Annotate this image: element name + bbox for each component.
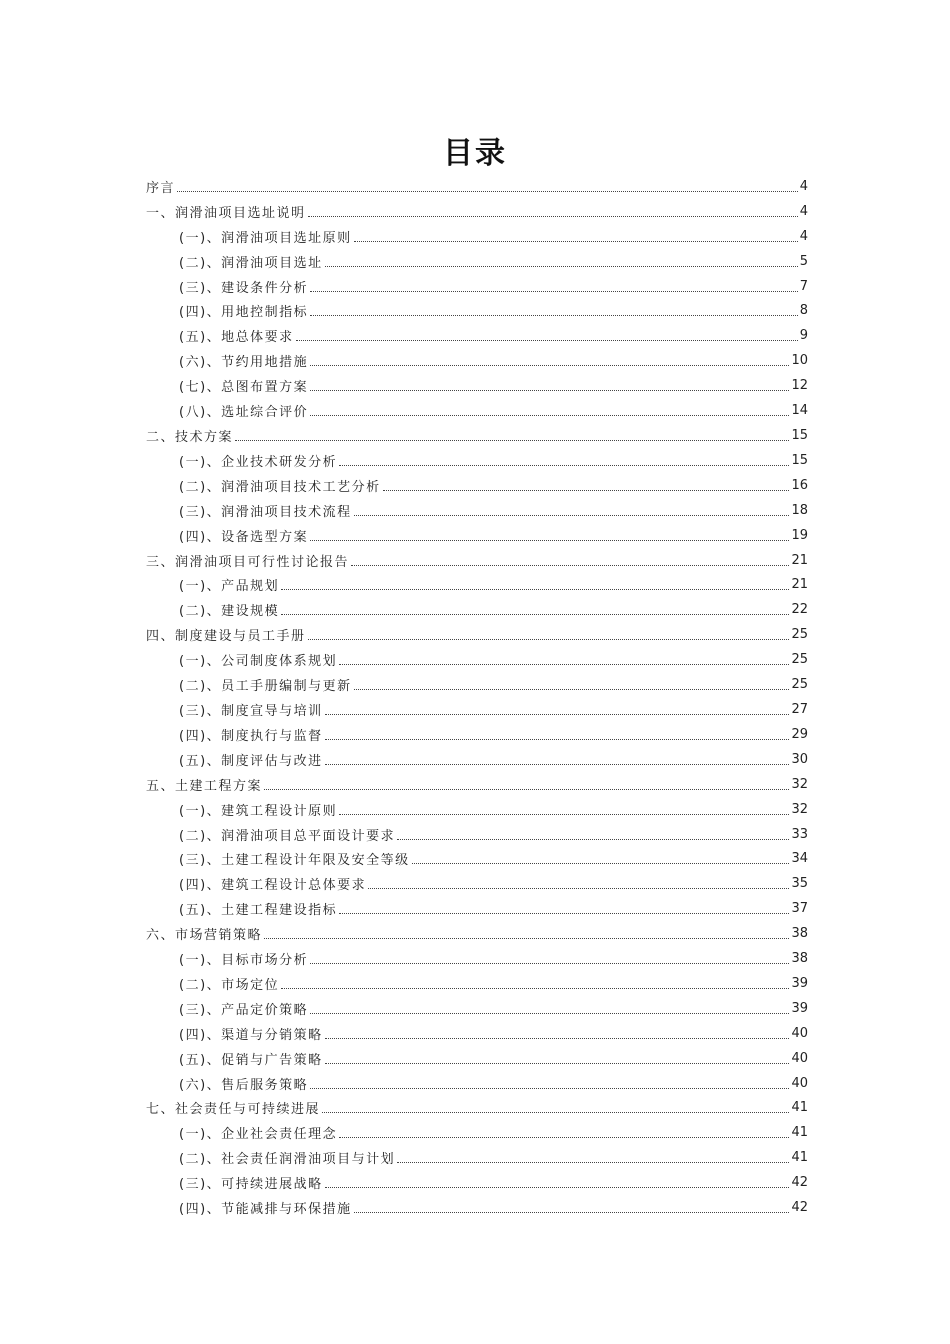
toc-page-number: 33 [791, 826, 808, 842]
toc-page-number: 15 [791, 452, 808, 468]
toc-entry-label: (三)、建设条件分析 [179, 280, 309, 296]
toc-chapter-entry[interactable] [146, 1096, 808, 1121]
dot-leader [397, 839, 789, 840]
toc-page-number: 4 [799, 203, 808, 219]
dot-leader [412, 863, 790, 864]
dot-leader [339, 1137, 789, 1138]
dot-leader [351, 565, 789, 566]
toc-section-entry[interactable] [146, 846, 808, 871]
dot-leader [310, 291, 798, 292]
toc-entry-label: 三、润滑油项目可行性讨论报告 [146, 554, 350, 570]
dot-leader [296, 340, 798, 341]
dot-leader [354, 515, 790, 516]
toc-entry-label: 四、制度建设与员工手册 [146, 629, 306, 645]
toc-entry-label: (六)、节约用地措施 [179, 355, 309, 371]
toc-entry-label: (八)、选址综合评价 [179, 405, 309, 421]
toc-section-entry[interactable] [146, 1170, 808, 1195]
dot-leader [310, 365, 789, 366]
dot-leader [281, 589, 789, 590]
toc-entry-label: 六、市场营销策略 [146, 928, 263, 944]
toc-section-entry[interactable] [146, 299, 808, 324]
toc-entry-label: (五)、促销与广告策略 [179, 1052, 323, 1068]
toc-section-entry[interactable] [146, 398, 808, 423]
toc-page-number: 27 [791, 701, 808, 717]
dot-leader [310, 415, 789, 416]
toc-entry-label: 序言 [146, 180, 176, 196]
toc-section-entry[interactable] [146, 697, 808, 722]
toc-entry-label: (二)、员工手册编制与更新 [179, 679, 352, 695]
toc-page-number: 12 [791, 378, 808, 394]
toc-entry-label: (一)、企业社会责任理念 [179, 1127, 338, 1143]
toc-page-number: 15 [791, 428, 808, 444]
toc-entry-label: (三)、润滑油项目技术流程 [179, 504, 352, 520]
dot-leader [339, 465, 789, 466]
toc-section-entry[interactable] [146, 573, 808, 598]
toc-entry-label: (四)、用地控制指标 [179, 305, 309, 321]
toc-entry-label: (三)、土建工程设计年限及安全等级 [179, 853, 410, 869]
dot-leader [325, 1038, 790, 1039]
toc-entry-label: 五、土建工程方案 [146, 778, 263, 794]
toc-page-number: 25 [791, 677, 808, 693]
toc-entry-label: (七)、总图布置方案 [179, 380, 309, 396]
toc-page-number: 4 [799, 228, 808, 244]
toc-section-entry[interactable] [146, 523, 808, 548]
toc-entry-label: (二)、社会责任润滑油项目与计划 [179, 1152, 396, 1168]
dot-leader [308, 639, 790, 640]
toc-page-number: 42 [791, 1175, 808, 1191]
toc-list [146, 174, 808, 1220]
toc-page-number: 14 [791, 403, 808, 419]
toc-page-number: 25 [791, 652, 808, 668]
toc-entry-label: 一、润滑油项目选址说明 [146, 205, 306, 221]
toc-section-entry[interactable] [146, 946, 808, 971]
dot-leader [325, 266, 798, 267]
toc-section-entry[interactable] [146, 1145, 808, 1170]
dot-leader [354, 1212, 790, 1213]
toc-section-entry[interactable] [146, 1046, 808, 1071]
toc-chapter-entry[interactable] [146, 622, 808, 647]
dot-leader [177, 191, 798, 192]
toc-section-entry[interactable] [146, 597, 808, 622]
toc-page-number: 22 [791, 602, 808, 618]
dot-leader [310, 390, 789, 391]
toc-entry-label: (三)、制度宣导与培训 [179, 703, 323, 719]
toc-entry-label: (一)、润滑油项目选址原则 [179, 230, 352, 246]
toc-entry-label: (一)、目标市场分析 [179, 953, 309, 969]
toc-chapter-entry[interactable] [146, 174, 808, 199]
toc-entry-label: (四)、建筑工程设计总体要求 [179, 878, 367, 894]
toc-page-number: 38 [791, 926, 808, 942]
dot-leader [281, 988, 789, 989]
toc-entry-label: (二)、建设规模 [179, 604, 280, 620]
toc-page-number: 40 [791, 1050, 808, 1066]
toc-chapter-entry[interactable] [146, 921, 808, 946]
toc-page-number: 10 [791, 353, 808, 369]
dot-leader [339, 664, 789, 665]
dot-leader [310, 315, 798, 316]
toc-entry-label: (五)、地总体要求 [179, 330, 294, 346]
dot-leader [354, 689, 790, 690]
toc-page-number: 42 [791, 1200, 808, 1216]
toc-section-entry[interactable] [146, 797, 808, 822]
toc-page-number: 37 [791, 901, 808, 917]
toc-entry-label: 二、技术方案 [146, 430, 234, 446]
toc-page-number: 25 [791, 627, 808, 643]
toc-entry-label: (五)、土建工程建设指标 [179, 903, 338, 919]
toc-page-number: 9 [799, 328, 808, 344]
dot-leader [322, 1112, 789, 1113]
dot-leader [264, 938, 789, 939]
toc-entry-label: (四)、渠道与分销策略 [179, 1027, 323, 1043]
toc-section-entry[interactable] [146, 348, 808, 373]
toc-section-entry[interactable] [146, 996, 808, 1021]
toc-section-entry[interactable] [146, 647, 808, 672]
toc-entry-label: (五)、制度评估与改进 [179, 753, 323, 769]
toc-entry-label: (一)、产品规划 [179, 579, 280, 595]
toc-entry-label: (二)、润滑油项目选址 [179, 255, 323, 271]
toc-chapter-entry[interactable] [146, 772, 808, 797]
toc-section-entry[interactable] [146, 323, 808, 348]
toc-section-entry[interactable] [146, 672, 808, 697]
dot-leader [354, 241, 798, 242]
toc-section-entry[interactable] [146, 1120, 808, 1145]
toc-page-number: 39 [791, 1000, 808, 1016]
toc-page-number: 32 [791, 801, 808, 817]
dot-leader [383, 490, 790, 491]
dot-leader [325, 714, 790, 715]
toc-entry-label: 七、社会责任与可持续进展 [146, 1102, 321, 1118]
toc-section-entry[interactable] [146, 249, 808, 274]
toc-entry-label: (三)、可持续进展战略 [179, 1177, 323, 1193]
toc-page-number: 34 [791, 851, 808, 867]
toc-entry-label: (一)、公司制度体系规划 [179, 654, 338, 670]
toc-entry-label: (四)、设备选型方案 [179, 529, 309, 545]
toc-section-entry[interactable] [146, 373, 808, 398]
toc-page-number: 30 [791, 751, 808, 767]
toc-section-entry[interactable] [146, 971, 808, 996]
toc-page-number: 16 [791, 477, 808, 493]
dot-leader [325, 1187, 790, 1188]
toc-page-number: 29 [791, 726, 808, 742]
dot-leader [368, 888, 789, 889]
toc-page-number: 5 [799, 253, 808, 269]
dot-leader [310, 1088, 789, 1089]
toc-entry-label: (三)、产品定价策略 [179, 1002, 309, 1018]
toc-chapter-entry[interactable] [146, 423, 808, 448]
toc-section-entry[interactable] [146, 498, 808, 523]
dot-leader [310, 540, 789, 541]
toc-title: 目录 [443, 136, 507, 171]
toc-page-number: 40 [791, 1025, 808, 1041]
dot-leader [339, 913, 789, 914]
toc-page-number: 38 [791, 951, 808, 967]
toc-page-number: 7 [799, 278, 808, 294]
dot-leader [264, 789, 789, 790]
dot-leader [235, 440, 789, 441]
toc-section-entry[interactable] [146, 274, 808, 299]
toc-section-entry[interactable] [146, 722, 808, 747]
toc-entry-label: (一)、企业技术研发分析 [179, 454, 338, 470]
toc-page-number: 40 [791, 1075, 808, 1091]
toc-page-number: 41 [791, 1125, 808, 1141]
toc-section-entry[interactable] [146, 871, 808, 896]
dot-leader [310, 1013, 789, 1014]
toc-section-entry[interactable] [146, 224, 808, 249]
toc-page-number: 39 [791, 975, 808, 991]
toc-page-number: 41 [791, 1150, 808, 1166]
toc-entry-label: (一)、建筑工程设计原则 [179, 803, 338, 819]
dot-leader [281, 614, 789, 615]
toc-section-entry[interactable] [146, 896, 808, 921]
toc-section-entry[interactable] [146, 473, 808, 498]
toc-entry-label: (四)、制度执行与监督 [179, 728, 323, 744]
toc-page-number: 18 [791, 502, 808, 518]
toc-entry-label: (六)、售后服务策略 [179, 1077, 309, 1093]
toc-page-number: 41 [791, 1100, 808, 1116]
toc-page-number: 21 [791, 577, 808, 593]
toc-page-number: 8 [799, 303, 808, 319]
toc-entry-label: (二)、润滑油项目技术工艺分析 [179, 479, 381, 495]
toc-page-number: 21 [791, 552, 808, 568]
toc-page-number: 35 [791, 876, 808, 892]
toc-section-entry[interactable] [146, 822, 808, 847]
toc-chapter-entry[interactable] [146, 199, 808, 224]
toc-section-entry[interactable] [146, 1071, 808, 1096]
dot-leader [310, 963, 789, 964]
dot-leader [325, 739, 790, 740]
dot-leader [308, 216, 798, 217]
toc-chapter-entry[interactable] [146, 548, 808, 573]
dot-leader [339, 814, 789, 815]
toc-section-entry[interactable] [146, 1021, 808, 1046]
toc-page-number: 19 [791, 527, 808, 543]
toc-page-number: 4 [799, 178, 808, 194]
dot-leader [325, 764, 790, 765]
toc-entry-label: (二)、润滑油项目总平面设计要求 [179, 828, 396, 844]
toc-section-entry[interactable] [146, 1195, 808, 1220]
dot-leader [325, 1063, 790, 1064]
toc-page-number: 32 [791, 776, 808, 792]
toc-entry-label: (四)、节能减排与环保措施 [179, 1202, 352, 1218]
toc-section-entry[interactable] [146, 747, 808, 772]
toc-entry-label: (二)、市场定位 [179, 977, 280, 993]
toc-section-entry[interactable] [146, 448, 808, 473]
dot-leader [397, 1162, 789, 1163]
